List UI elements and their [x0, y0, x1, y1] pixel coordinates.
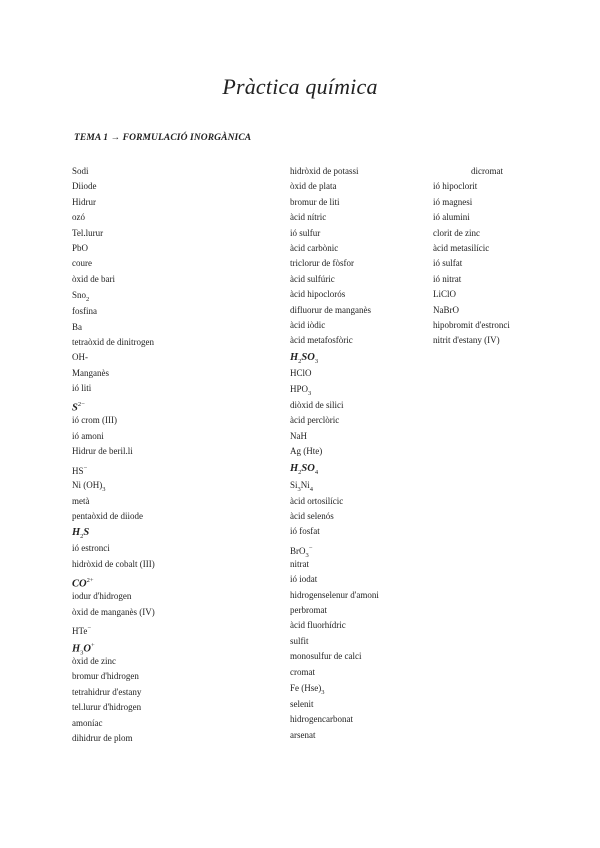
list-item — [72, 241, 277, 256]
list-item — [72, 164, 277, 179]
item-text: ió estronci — [72, 543, 110, 554]
item-text: ió liti — [72, 383, 92, 394]
item-text: HClO — [290, 367, 312, 378]
item-text: ió alumini — [433, 212, 470, 223]
item-text-part: O — [83, 643, 92, 655]
subscript: 3 — [321, 688, 325, 696]
item-text: sulfit — [290, 635, 309, 646]
item-text: bromur de liti — [290, 196, 340, 207]
list-item — [290, 618, 430, 633]
item-text: Hidrur de beril.li — [72, 446, 133, 457]
list-item — [433, 256, 543, 271]
list-item — [72, 320, 277, 335]
superscript: + — [91, 641, 95, 649]
list-item — [433, 287, 543, 302]
list-item — [290, 210, 430, 225]
item-text: tetraòxid de dinitrogen — [72, 336, 154, 347]
list-item — [290, 460, 430, 477]
list-item — [433, 272, 543, 287]
column-3 — [433, 164, 543, 349]
subscript: 3 — [314, 357, 319, 365]
list-item — [72, 287, 277, 304]
list-item — [433, 303, 543, 318]
item-text: Ag (Hte) — [290, 446, 323, 457]
item-text: NaBrO — [433, 304, 459, 315]
list-item — [72, 685, 277, 700]
list-item — [433, 210, 543, 225]
page-title: Pràctica química — [222, 74, 378, 99]
item-text: àcid hipoclorós — [290, 289, 346, 300]
column-1 — [72, 164, 277, 746]
item-text: OH- — [72, 352, 88, 363]
item-text: ió hipoclorit — [433, 181, 478, 192]
list-item — [72, 637, 277, 657]
item-text: tel.lurur d'hidrogen — [72, 702, 142, 713]
item-text: àcid ortosilícic — [290, 495, 344, 506]
item-text: àcid metafosfòric — [290, 335, 353, 346]
item-text: BrO — [290, 545, 306, 556]
subscript: 2 — [298, 468, 302, 476]
item-text: H — [290, 351, 299, 363]
item-text: ió magnesi — [433, 196, 473, 207]
item-text: àcid metasilícic — [433, 242, 490, 253]
item-text: selenit — [290, 698, 314, 709]
item-text-part: S — [83, 527, 90, 539]
list-item — [72, 381, 277, 396]
item-text: HPO — [290, 384, 309, 395]
list-item — [290, 540, 430, 557]
list-item — [290, 712, 430, 727]
item-text: Ba — [72, 321, 82, 332]
item-text: Sodi — [72, 166, 89, 176]
list-item — [72, 335, 277, 350]
subscript: 3 — [102, 485, 106, 493]
item-text: àcid nítric — [290, 212, 327, 223]
item-text-part: Ni — [300, 479, 310, 490]
item-text: dihidrur de plom — [72, 732, 133, 743]
list-item — [290, 429, 430, 444]
subscript: 3 — [80, 649, 84, 657]
list-item — [290, 413, 430, 428]
list-item — [290, 164, 430, 179]
list-item — [290, 697, 430, 712]
list-item — [290, 524, 430, 539]
item-text: ió crom (III) — [72, 415, 117, 426]
list-item — [290, 398, 430, 413]
item-text: Ni (OH) — [72, 479, 103, 490]
list-item — [72, 589, 277, 604]
item-text: arsenat — [290, 729, 316, 740]
item-text-part: SO — [301, 351, 315, 363]
item-text: òxid de zinc — [72, 655, 116, 666]
list-item — [290, 665, 430, 680]
item-text: LiClO — [433, 289, 457, 300]
list-item — [433, 179, 543, 194]
item-text: hidrogenselenur d'amoni — [290, 589, 379, 600]
section-heading: TEMA 1 → FORMULACIÓ INORGÀNICA — [74, 133, 252, 143]
item-text: Hidrur — [72, 196, 96, 207]
list-item — [72, 429, 277, 444]
list-item — [290, 303, 430, 318]
list-item — [290, 557, 430, 572]
item-text: pentaòxid de diiode — [72, 511, 143, 522]
list-item — [72, 350, 277, 365]
item-text: iodur d'hidrogen — [72, 591, 132, 602]
list-item — [433, 333, 543, 348]
list-item — [290, 195, 430, 210]
list-item — [290, 444, 430, 459]
item-text: Tel.lurur — [72, 227, 104, 238]
superscript: 2− — [77, 401, 85, 409]
item-text: coure — [72, 258, 92, 269]
list-item — [290, 572, 430, 587]
list-item — [290, 477, 430, 494]
list-item — [290, 272, 430, 287]
item-text: triclorur de fòsfor — [290, 258, 354, 269]
item-text-part: SO — [301, 462, 315, 474]
item-text: metà — [72, 495, 90, 506]
list-item — [72, 477, 277, 494]
item-text: PbO — [72, 242, 89, 253]
list-item — [72, 524, 277, 541]
item-text: nitrit d'estany (IV) — [433, 335, 500, 346]
list-item — [290, 226, 430, 241]
item-text: hidrogencarbonat — [290, 714, 353, 725]
item-text: hidròxid de potassi — [290, 166, 359, 176]
list-item — [72, 210, 277, 225]
item-text: HTe — [72, 625, 88, 636]
list-item — [433, 195, 543, 210]
item-text: hidròxid de cobalt (III) — [72, 558, 155, 569]
list-item — [72, 541, 277, 556]
list-item — [72, 654, 277, 669]
item-text: òxid de bari — [72, 273, 115, 284]
item-text: ió nitrat — [433, 273, 462, 284]
item-text: àcid iòdic — [290, 319, 326, 330]
item-text: ozó — [72, 212, 85, 223]
list-item — [72, 226, 277, 241]
item-text: S — [72, 402, 78, 414]
subscript: 2 — [86, 295, 90, 303]
list-item — [290, 287, 430, 302]
list-item — [72, 700, 277, 715]
item-text: H — [72, 643, 81, 655]
item-text: àcid selenós — [290, 511, 334, 522]
list-item — [290, 509, 430, 524]
list-item — [290, 603, 430, 618]
list-item — [290, 318, 430, 333]
item-text: nitrat — [290, 558, 309, 569]
item-text: bromur d'hidrogen — [72, 671, 139, 682]
list-item — [290, 333, 430, 348]
list-item — [72, 304, 277, 319]
list-item — [290, 349, 430, 366]
list-item — [72, 716, 277, 731]
item-text: dicromat — [471, 166, 503, 176]
list-item — [72, 557, 277, 572]
list-item — [72, 256, 277, 271]
item-text: fosfina — [72, 306, 97, 317]
item-text: NaH — [290, 430, 307, 441]
item-text: perbromat — [290, 604, 327, 615]
list-item — [290, 256, 430, 271]
item-text: àcid carbònic — [290, 242, 339, 253]
subscript: 4 — [314, 468, 319, 476]
item-text: Si — [290, 479, 298, 490]
list-item — [72, 509, 277, 524]
item-text: HS — [72, 465, 84, 476]
item-text: difluorur de manganès — [290, 304, 371, 315]
column-2 — [290, 164, 430, 743]
list-item — [290, 494, 430, 509]
list-item — [72, 413, 277, 428]
subscript: 4 — [309, 485, 314, 493]
list-item — [72, 195, 277, 210]
subscript: 2 — [298, 357, 302, 365]
list-item — [433, 226, 543, 241]
list-item — [72, 620, 277, 637]
subscript: 3 — [308, 389, 312, 397]
item-text: ió sulfat — [433, 258, 463, 269]
item-text: Diiode — [72, 181, 97, 192]
item-text: hipobromit d'estronci — [433, 319, 510, 330]
item-text: àcid sulfúric — [290, 273, 335, 284]
item-text: clorit de zinc — [433, 227, 480, 238]
item-text: Fe (Hse) — [290, 682, 322, 693]
item-text: àcid fluorhídric — [290, 620, 346, 631]
item-text: Sno — [72, 290, 87, 301]
list-item — [72, 669, 277, 684]
list-item — [72, 731, 277, 746]
item-text: H — [72, 527, 81, 539]
superscript: − — [308, 544, 313, 552]
list-item — [290, 634, 430, 649]
list-item — [72, 572, 277, 589]
list-item — [433, 318, 543, 333]
item-text: òxid de manganès (IV) — [72, 606, 155, 617]
list-item — [433, 164, 543, 179]
list-item — [72, 179, 277, 194]
list-item — [72, 494, 277, 509]
item-text: òxid de plata — [290, 181, 337, 192]
list-item — [290, 588, 430, 603]
item-text: ió iodat — [290, 574, 318, 585]
item-text: CO — [72, 578, 87, 590]
list-item — [290, 381, 430, 398]
item-text: diòxid de silici — [290, 400, 344, 411]
list-item — [290, 728, 430, 743]
superscript: − — [87, 624, 92, 632]
list-item — [72, 366, 277, 381]
list-item — [72, 444, 277, 459]
item-text: ió amoni — [72, 430, 104, 441]
list-item — [433, 241, 543, 256]
list-item — [72, 396, 277, 413]
subscript: 3 — [297, 485, 301, 493]
list-item — [72, 272, 277, 287]
list-item — [72, 605, 277, 620]
item-text: cromat — [290, 666, 315, 677]
item-text: amoníac — [72, 717, 103, 728]
superscript: − — [83, 464, 88, 472]
superscript: 2+ — [86, 577, 94, 585]
list-item — [290, 649, 430, 664]
list-item — [290, 241, 430, 256]
item-text: ió sulfur — [290, 227, 321, 238]
list-item — [290, 680, 430, 697]
item-text: ió fosfat — [290, 526, 320, 537]
list-item — [72, 460, 277, 477]
item-text: tetrahidrur d'estany — [72, 686, 142, 697]
list-item — [290, 179, 430, 194]
item-text: àcid perclòric — [290, 415, 340, 426]
item-text: monosulfur de calci — [290, 651, 362, 662]
subscript: 2 — [80, 533, 84, 541]
subscript: 3 — [305, 551, 309, 559]
item-text: H — [290, 462, 299, 474]
list-item — [290, 366, 430, 381]
item-text: Manganès — [72, 367, 109, 378]
